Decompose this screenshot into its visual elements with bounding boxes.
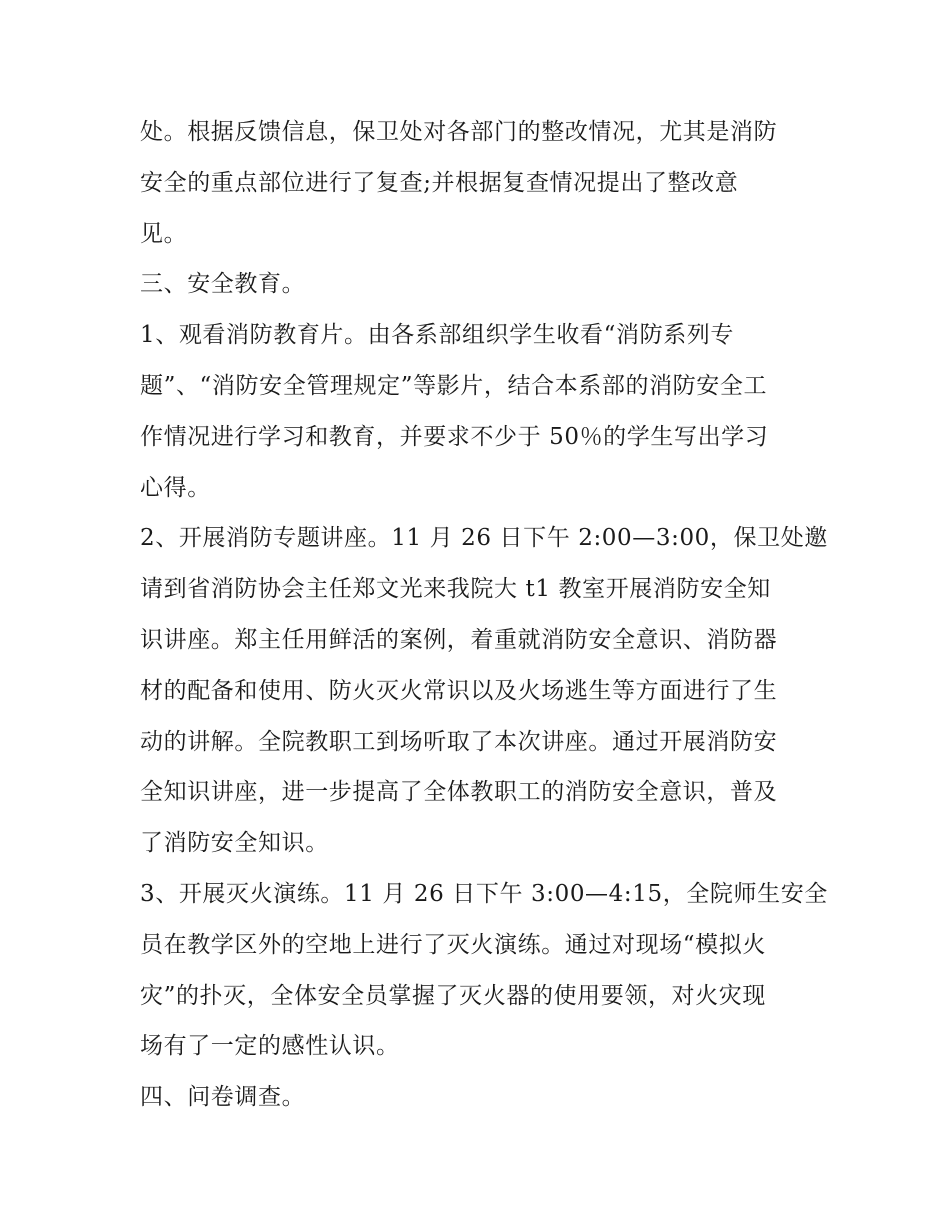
text-line: 2、开展消防专题讲座。11 月 26 日下午 2:00—3:00，保卫处邀 xyxy=(140,525,828,552)
text-line: 材的配备和使用、防火灭火常识以及火场逃生等方面进行了生 xyxy=(140,677,778,704)
text-line: 安全的重点部位进行了复查;并根据复查情况提出了整改意 xyxy=(140,169,739,196)
text-line: 员在教学区外的空地上进行了灭火演练。通过对现场“模拟火 xyxy=(140,931,766,958)
text-line: 处。根据反馈信息，保卫处对各部门的整改情况，尤其是消防 xyxy=(140,119,778,145)
text-line: 作情况进行学习和教育，并要求不少于 50％的学生写出学习 xyxy=(140,423,769,450)
text-line: 见。 xyxy=(140,220,188,247)
text-line: 3、开展灭火演练。11 月 26 日下午 3:00—4:15，全院师生安全 xyxy=(140,880,828,907)
text-line: 全知识讲座，进一步提高了全体教职工的消防安全意识，普及 xyxy=(140,779,778,806)
text-line: 请到省消防协会主任郑文光来我院大 t1 教室开展消防安全知 xyxy=(140,576,771,603)
text-line: 1、观看消防教育片。由各系部组织学生收看“消防系列专 xyxy=(140,322,734,349)
text-line: 题”、“消防安全管理规定”等影片，结合本系部的消防安全工 xyxy=(140,372,768,399)
section-heading: 三、安全教育。 xyxy=(140,271,306,298)
text-line: 灾”的扑灭，全体安全员掌握了灭火器的使用要领，对火灾现 xyxy=(140,982,766,1009)
text-line: 场有了一定的感性认识。 xyxy=(140,1033,400,1060)
body-text xyxy=(140,107,828,1123)
text-line: 心得。 xyxy=(140,474,211,501)
text-line: 识讲座。郑主任用鲜活的案例，着重就消防安全意识、消防器 xyxy=(140,626,778,653)
text-line: 动的讲解。全院教职工到场听取了本次讲座。通过开展消防安 xyxy=(140,728,778,755)
text-line: 了消防安全知识。 xyxy=(140,830,329,857)
section-heading: 四、问卷调查。 xyxy=(140,1084,306,1111)
